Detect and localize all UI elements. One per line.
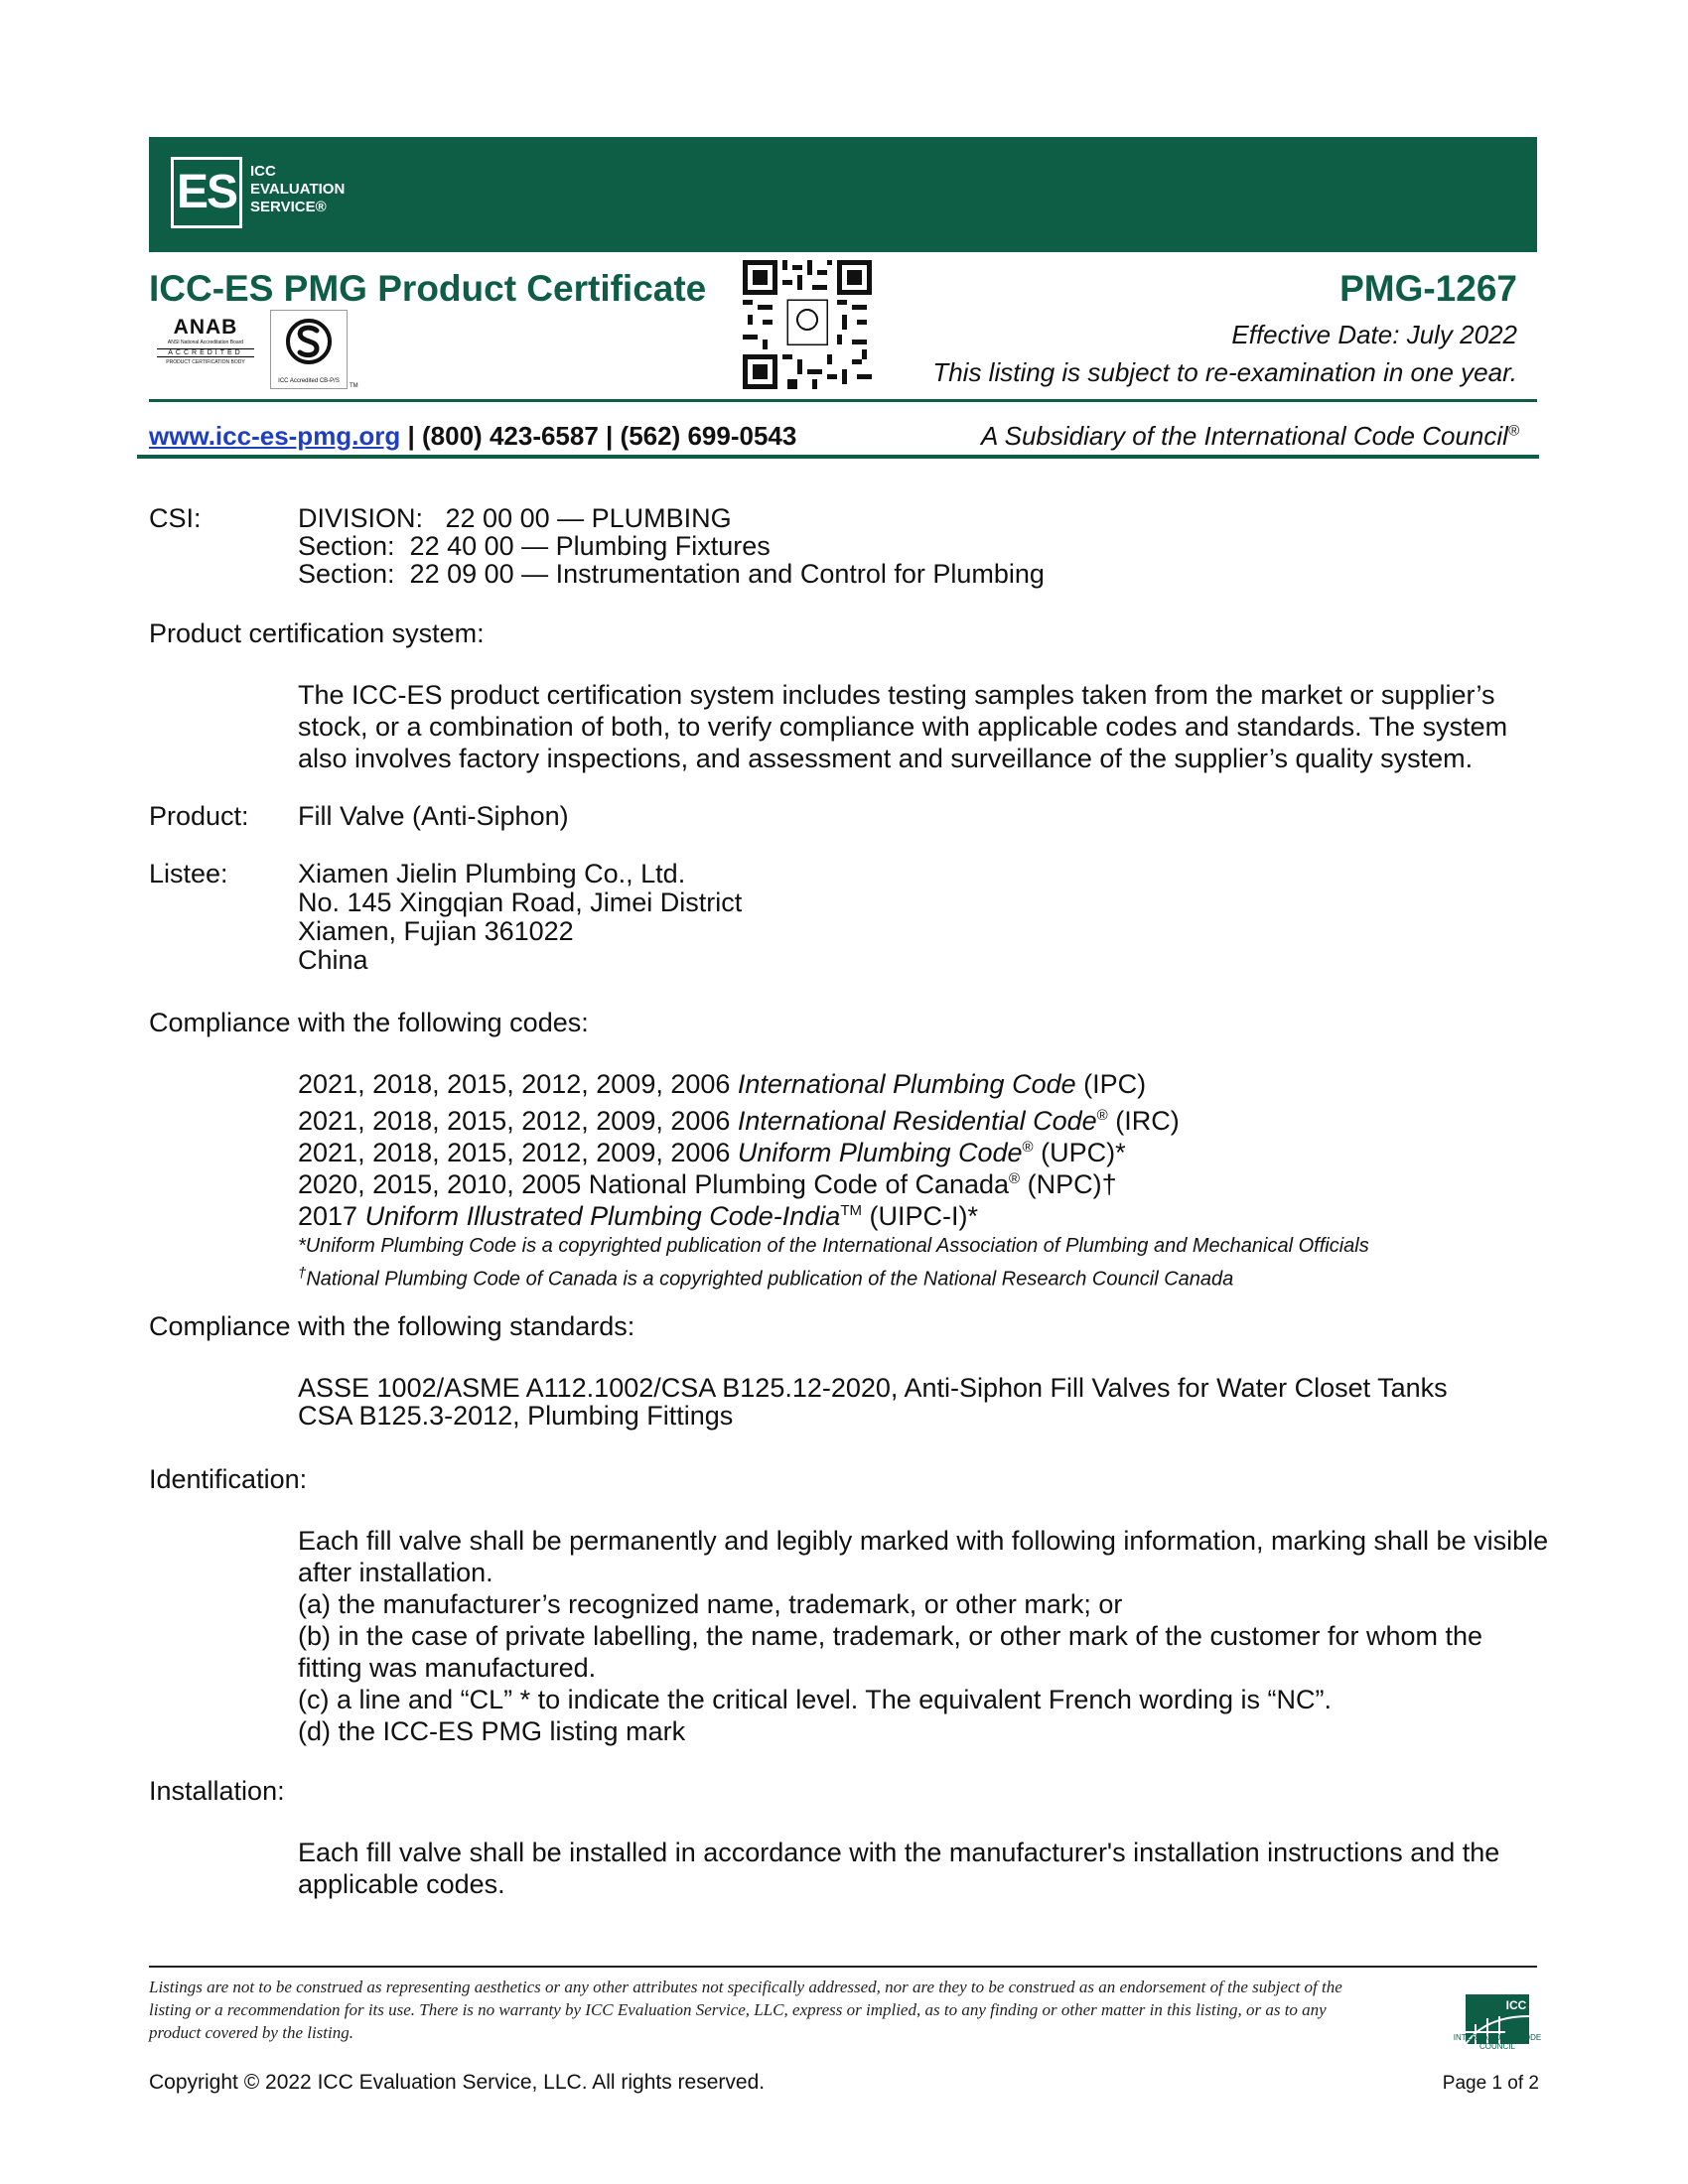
identification-item: (c) a line and “CL” * to indicate the critical level. The equivalent French wording is “NC”. xyxy=(298,1685,1332,1714)
certification-system-text: The ICC-ES product certification system includes testing samples taken from the market or supplier’s stock, or a combination of both, to verify compliance with applicable codes and standards. The system also involves factory inspections, and assessment and surveillance of the supplier’s quality system. xyxy=(298,680,1508,773)
footnote-text: National Plumbing Code of Canada is a copyrighted publication of the National Research Council Canada xyxy=(306,1268,1234,1291)
csi-label: CSI: xyxy=(149,503,202,533)
code-abbr: (UPC)* xyxy=(1033,1138,1126,1167)
product-value: Fill Valve (Anti-Siphon) xyxy=(298,801,569,831)
listee-line: Xiamen, Fujian 361022 xyxy=(298,916,574,946)
footnote-mark: † xyxy=(298,1265,307,1282)
certification-body-logo xyxy=(270,310,348,389)
website-link[interactable]: www.icc-es-pmg.org xyxy=(149,421,401,451)
footer-divider xyxy=(149,1966,1537,1968)
installation-label: Installation: xyxy=(149,1776,285,1806)
anab-word: ANAB xyxy=(173,316,238,339)
registered-mark: ® xyxy=(1507,422,1519,440)
subsidiary-text: A Subsidiary of the International Code Council xyxy=(981,421,1508,451)
code-years: 2021, 2018, 2015, 2012, 2009, 2006 xyxy=(298,1069,738,1099)
es-logo-text xyxy=(250,163,345,216)
identification-item: (d) the ICC-ES PMG listing mark xyxy=(298,1716,686,1746)
code-years: 2021, 2018, 2015, 2012, 2009, 2006 xyxy=(298,1106,738,1136)
effective-date: Effective Date: July 2022 xyxy=(1231,320,1517,349)
identification-item: (b) in the case of private labelling, the name, trademark, or other mark of the customer for whom the fitting was manufactured. xyxy=(298,1621,1483,1683)
standards-label: Compliance with the following standards: xyxy=(149,1311,635,1341)
phone-numbers: | (800) 423-6587 | (562) 699-0543 xyxy=(400,421,797,451)
es-line: EVALUATION xyxy=(250,181,346,198)
anab-bottom: PRODUCT CERTIFICATION BODY xyxy=(166,359,245,365)
installation-text: Each fill valve shall be installed in accordance with the manufacturer's installation instructions and the applicable codes. xyxy=(298,1838,1500,1899)
page-number: Page 1 of 2 xyxy=(1442,2073,1539,2094)
code-abbr: (IRC) xyxy=(1107,1106,1180,1136)
listee-line: No. 145 Xingqian Road, Jimei District xyxy=(298,887,743,917)
code-item xyxy=(298,1195,978,1232)
code-footnote xyxy=(298,1235,1369,1258)
anab-accredited: ACCREDITED xyxy=(157,348,254,357)
code-abbr: (NPC)† xyxy=(1020,1169,1117,1199)
code-item xyxy=(298,1068,1146,1100)
footnote-text: *Uniform Plumbing Code is a copyrighted publication of the International Association of Plumbing and Mechanical Officials xyxy=(298,1235,1369,1257)
contact-line xyxy=(149,421,796,452)
standard-item: ASSE 1002/ASME A112.1002/CSA B125.12-2020, Anti-Siphon Fill Valves for Water Closet Tanks xyxy=(298,1373,1448,1403)
code-mark: ® xyxy=(1096,1107,1108,1124)
trademark-symbol: TM xyxy=(350,383,358,389)
code-years: 2017 xyxy=(298,1201,365,1231)
listee-line: China xyxy=(298,945,368,975)
anab-accreditation-logo xyxy=(153,316,258,389)
code-years: 2021, 2018, 2015, 2012, 2009, 2006 xyxy=(298,1138,738,1167)
certification-system-label: Product certification system: xyxy=(149,618,485,648)
cert-logo-caption: ICC Accredited CB-P/S xyxy=(278,378,340,384)
code-name: International Residential Code xyxy=(737,1106,1097,1136)
identification-label: Identification: xyxy=(149,1464,308,1494)
subsidiary-note xyxy=(981,421,1519,452)
header-divider xyxy=(149,399,1537,402)
listee-label: Listee: xyxy=(149,859,228,888)
code-name: International Plumbing Code xyxy=(737,1069,1084,1099)
header-bottom-rule xyxy=(137,455,1539,459)
standard-item: CSA B125.3-2012, Plumbing Fittings xyxy=(298,1401,734,1431)
identification-intro: Each fill valve shall be permanently and legibly marked with following information, marking shall be visible after installation. xyxy=(298,1526,1549,1587)
qr-code-icon[interactable] xyxy=(743,260,872,389)
icc-logo-caption: INTERNATIONAL CODE COUNCIL xyxy=(1453,2033,1542,2051)
certificate-number: PMG-1267 xyxy=(1339,268,1517,309)
codes-label: Compliance with the following codes: xyxy=(149,1008,589,1037)
anab-subtitle: ANSI National Accreditation Board xyxy=(167,340,244,345)
code-abbr: (IPC) xyxy=(1083,1069,1147,1099)
code-years: 2020, 2015, 2010, 2005 National Plumbing Code of Canada xyxy=(298,1169,1010,1199)
code-mark: ® xyxy=(1009,1170,1021,1187)
icc-mark-text: ICC xyxy=(1505,1998,1527,2012)
header-banner xyxy=(149,137,1537,252)
csi-section: Section: 22 40 00 — Plumbing Fixtures xyxy=(298,531,771,561)
code-mark: ® xyxy=(1022,1139,1034,1156)
s-symbol-icon xyxy=(285,317,333,366)
copyright: Copyright © 2022 ICC Evaluation Service, LLC. All rights reserved. xyxy=(149,2071,766,2094)
code-name: Uniform Illustrated Plumbing Code-India xyxy=(364,1201,841,1231)
es-line: SERVICE® xyxy=(250,199,327,215)
page-title: ICC-ES PMG Product Certificate xyxy=(149,268,707,309)
code-mark: TM xyxy=(840,1202,862,1219)
code-abbr: (UIPC-I)* xyxy=(861,1201,978,1231)
csi-division: DIVISION: 22 00 00 — PLUMBING xyxy=(298,503,732,533)
es-line: ICC xyxy=(250,163,276,180)
es-logo-mark: ES xyxy=(171,157,242,228)
identification-item: (a) the manufacturer’s recognized name, trademark, or other mark; or xyxy=(298,1589,1123,1619)
reexamination-note: This listing is subject to re-examination in one year. xyxy=(932,357,1517,387)
product-label: Product: xyxy=(149,801,249,831)
footer-disclaimer: Listings are not to be construed as representing aesthetics or any other attributes not specifically addressed, nor are they to be construed as an endorsement of the subject of the listing or a recommendation for its use. There is no warranty by ICC Evaluation Service, LLC, express or implied, as to any finding or other matter in this listing, or as to any product covered by the listing. xyxy=(149,1978,1342,2042)
listee-line: Xiamen Jielin Plumbing Co., Ltd. xyxy=(298,859,686,888)
code-name: Uniform Plumbing Code xyxy=(737,1138,1023,1167)
csi-section: Section: 22 09 00 — Instrumentation and Control for Plumbing xyxy=(298,559,1045,589)
code-footnote xyxy=(298,1265,1233,1292)
